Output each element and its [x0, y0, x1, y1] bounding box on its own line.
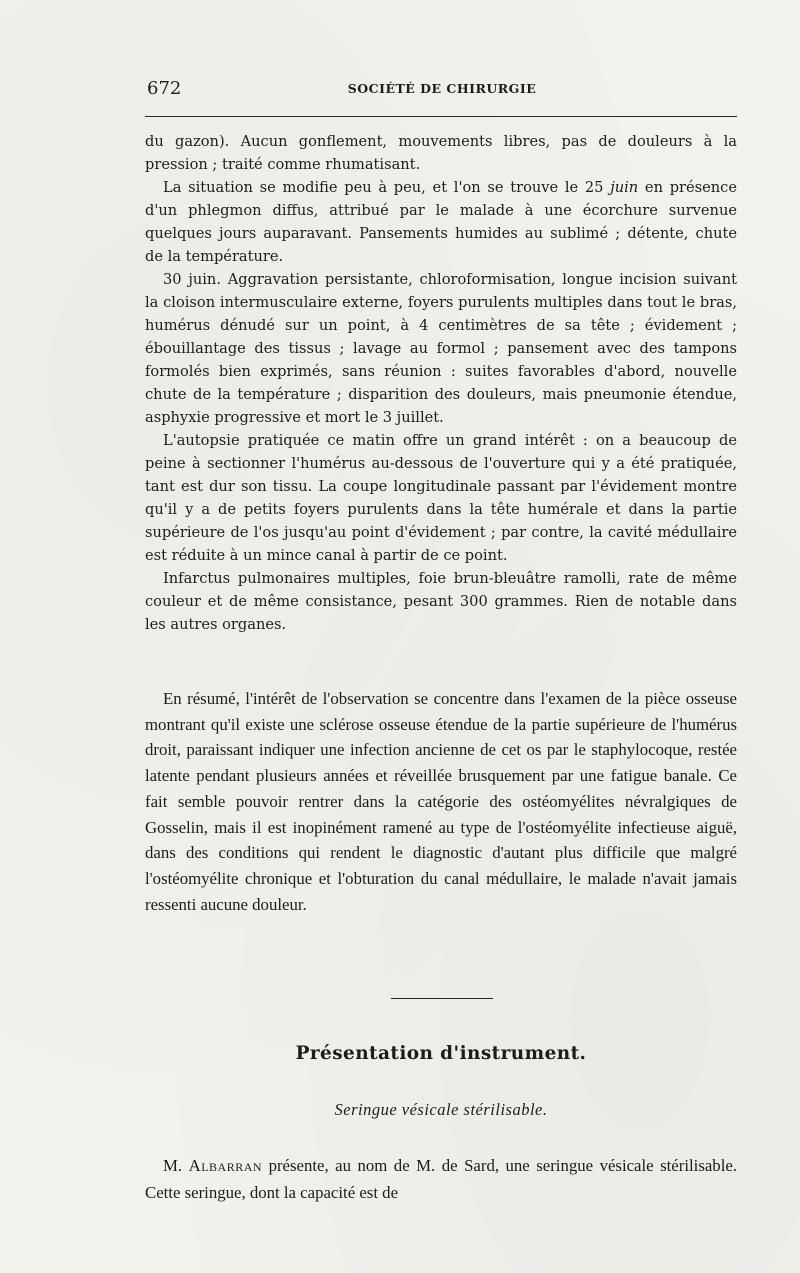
presentation-section — [145, 1152, 737, 1206]
summary-paragraph: En résumé, l'intérêt de l'observation se concentre dans l'examen de la pièce osseuse montrant qu'il existe une sclérose osseuse étendue de la partie supérieure de l'humérus droit, paraissant indiquer une infection ancienne de cet os par le staphylocoque, restée latente pendant plusieurs années et réveillée brusquement par une fatigue banale. Ce fait semble pouvoir rentrer dans la catégorie des ostéomyélites névralgiques de Gosselin, mais il est inopinément ramené au type de l'ostéomyélite infectieuse aiguë, dans des conditions qui rendent le diagnostic d'autant plus difficile que malgré l'ostéomyélite chronique et l'obturation du canal médullaire, le malade n'avait jamais ressenti aucune douleur. — [145, 689, 737, 914]
notes-paragraph-2 — [145, 176, 737, 268]
clinical-notes — [145, 130, 737, 636]
page-number: 672 — [147, 78, 182, 99]
notes-paragraph-1: du gazon). Aucun gonflement, mouvements libres, pas de douleurs à la pression ; traité comme rhumatisant. — [145, 133, 737, 173]
section-title: Présentation d'instrument. — [295, 1043, 587, 1064]
notes-paragraph-3: 30 juin. Aggravation persistante, chloroformisation, longue incision suivant la cloison intermusculaire externe, foyers purulents multiples dans tout le bras, humérus dénudé sur un point, à 4 centimètres de sa tête ; évidement ; ébouillantage des tissus ; lavage au formol ; pansement avec des tampons formolés bien exprimés, sans réunion : suites favorables d'abord, nouvelle chute de la température ; disparition des douleurs, mais pneumonie étendue, asphyxie progressive et mort le 3 juillet. — [145, 271, 737, 426]
summary-section — [145, 686, 737, 917]
presentation-paragraph — [145, 1152, 737, 1206]
presentation-prefix: M. — [163, 1156, 189, 1175]
notes-paragraph-5: Infarctus pulmonaires multiples, foie brun-bleuâtre ramolli, rate de même couleur et de même consistance, pesant 300 grammes. Rien de notable dans les autres organes. — [145, 570, 737, 633]
notes-p2-before-date: La situation se modifie peu à peu, et l'on se trouve le 25 — [163, 179, 611, 196]
header-rule — [145, 116, 737, 117]
section-divider — [391, 998, 493, 999]
notes-p2-date: juin — [610, 179, 639, 196]
section-subtitle: Seringue vésicale stérilisable. — [334, 1100, 548, 1119]
notes-paragraph-4: L'autopsie pratiquée ce matin offre un grand intérêt : on a beaucoup de peine à sectionner l'humérus au-dessous de l'ouverture qui y a été pratiquée, tant est dur son tissu. La coupe longitudinale passant par l'évidement montre qu'il y a de petits foyers purulents dans la tête humérale et dans la partie supérieure de l'os jusqu'au point d'évidement ; par contre, la cavité médullaire est réduite à un mince canal à partir de ce point. — [145, 432, 737, 564]
presentation-text: présente, au nom de M. de Sard, une seringue vésicale stérilisable. Cette seringue, dont la capacité est de — [145, 1156, 738, 1202]
page-header — [147, 78, 737, 100]
running-title: SOCIÉTÉ DE CHIRURGIE — [347, 81, 537, 96]
speaker-name: Albarran — [188, 1156, 263, 1175]
notes-p2-after-date: en présence d'un phlegmon diffus, attribué par le malade à une écorchure survenue quelques jours auparavant. Pansements humides au sublimé ; détente, chute de la température. — [145, 179, 737, 265]
